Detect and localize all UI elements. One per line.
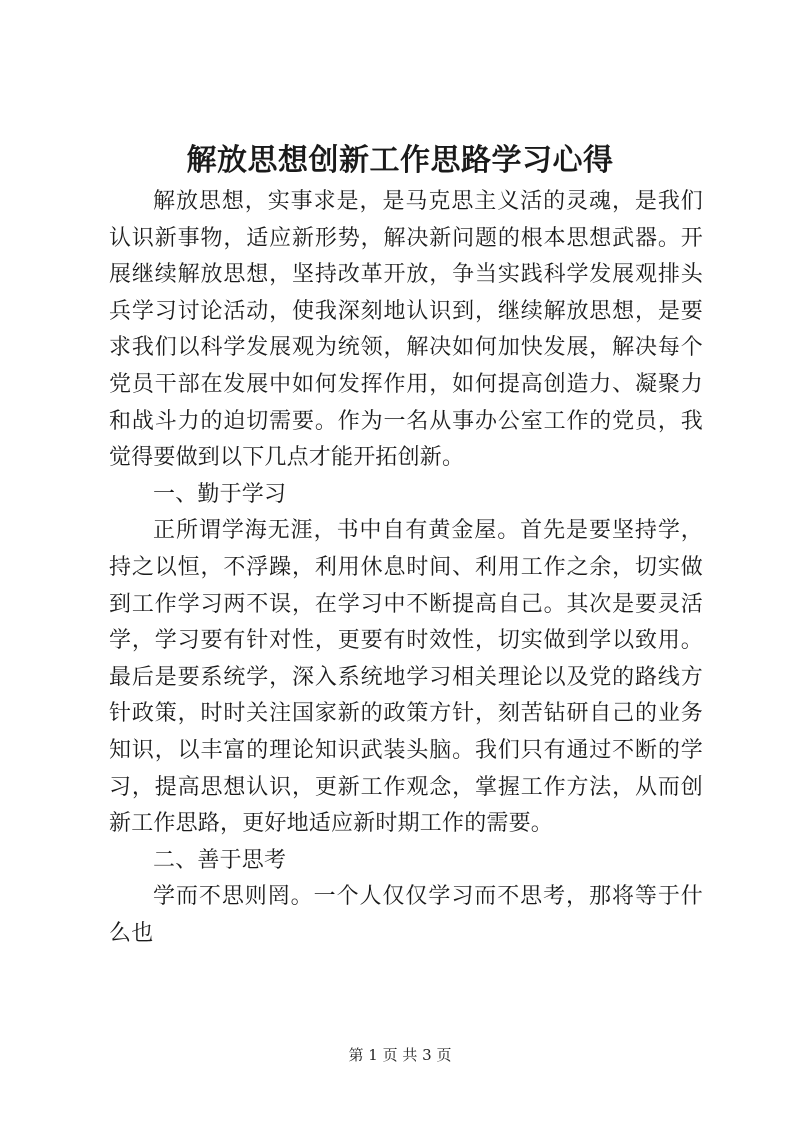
paragraph-think: 学而不思则罔。一个人仅仅学习而不思考，那将等于什么也 xyxy=(109,884,703,946)
paragraph-study: 正所谓学海无涯，书中自有黄金屋。首先是要坚持学，持之以恒，不浮躁，利用休息时间、利用工作之余，切实做到工作学习两不误，在学习中不断提高自己。其次是要灵活学，学习要有针对性，更要有时效性，切实做到学以致用。最后是要系统学，深入系统地学习相关理论以及党的路线方针政策，时时关注国家新的政策方针，刻苦钻研自己的业务知识，以丰富的理论知识武装头脑。我们只有通过不断的学习，提高思想认识，更新工作观念，掌握工作方法，从而创新工作思路，更好地适应新时期工作的需要。 xyxy=(109,518,703,837)
document-body xyxy=(109,184,703,952)
page-footer: 第 1 页 共 3 页 xyxy=(348,1046,452,1064)
paragraph-intro: 解放思想，实事求是，是马克思主义活的灵魂，是我们认识新事物，适应新形势，解决新问题的根本思想武器。开展继续解放思想，坚持改革开放，争当实践科学发展观排头兵学习讨论活动，使我深刻地认识到，继续解放思想，是要求我们以科学发展观为统领，解决如何加快发展，解决每个党员干部在发展中如何发挥作用，如何提高创造力、凝聚力和战斗力的迫切需要。作为一名从事办公室工作的党员，我觉得要做到以下几点才能开拓创新。 xyxy=(109,189,703,471)
document-title: 解放思想创新工作思路学习心得 xyxy=(186,143,614,178)
section-heading-think: 二、善于思考 xyxy=(153,847,287,873)
section-heading-study: 一、勤于学习 xyxy=(153,481,287,507)
